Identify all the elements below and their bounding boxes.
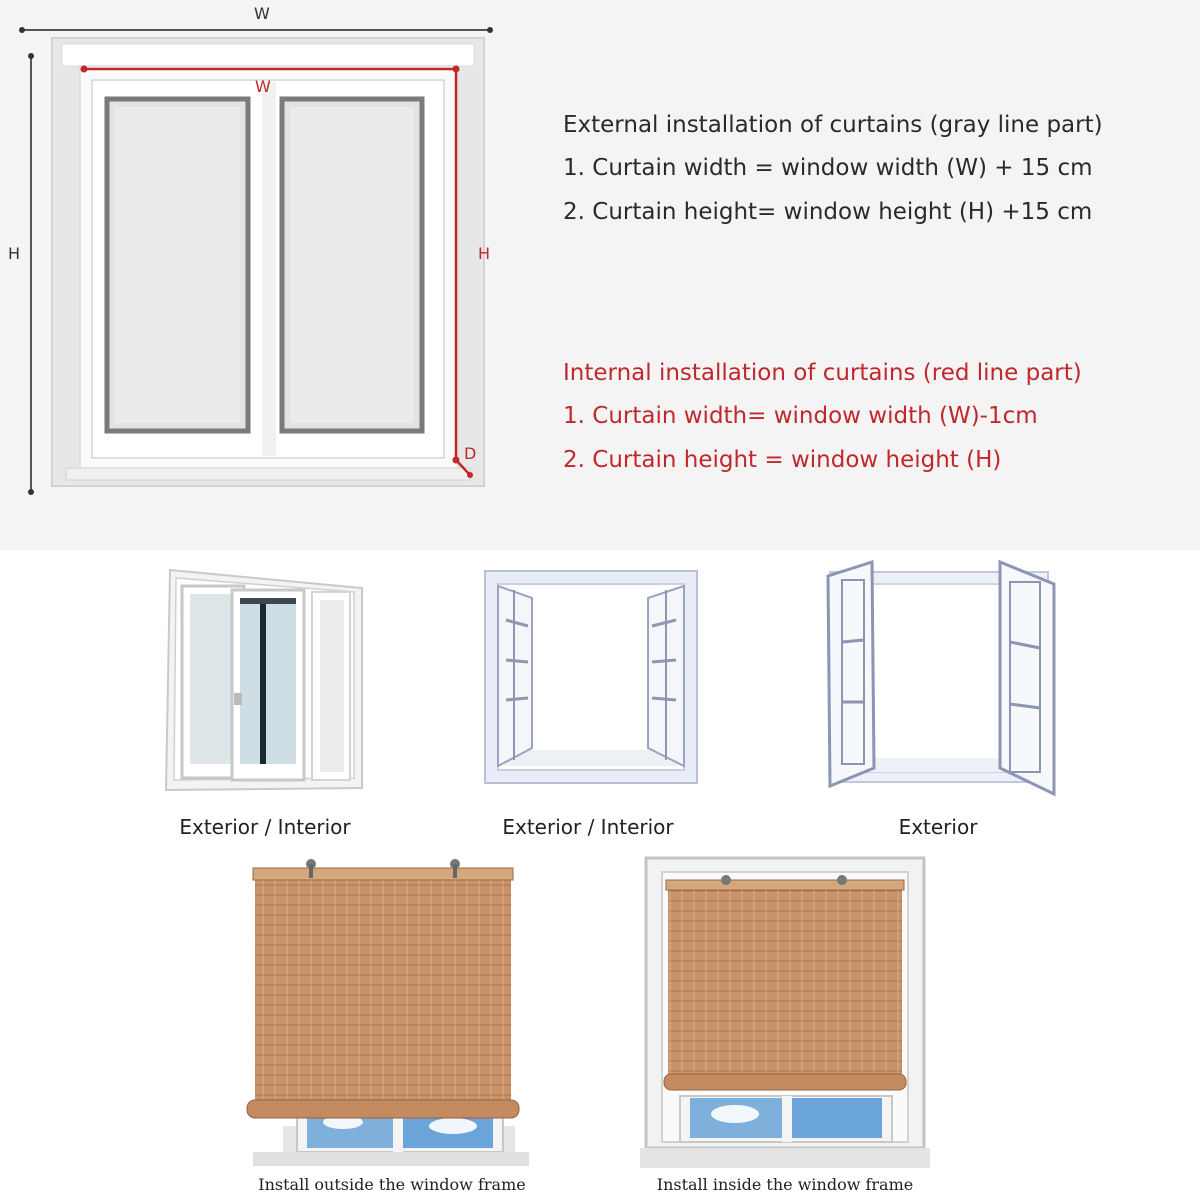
internal-title: Internal installation of curtains (red line part) <box>563 360 1082 386</box>
window-type-label-2: Exterior / Interior <box>502 815 674 839</box>
window-type-label-1: Exterior / Interior <box>179 815 351 839</box>
outer-width-label: W <box>254 4 270 23</box>
sliding-window-icon <box>162 568 362 798</box>
inner-height-label: H <box>478 244 491 263</box>
inside-frame-caption: Install inside the window frame <box>656 1175 914 1194</box>
internal-rule-width: 1. Curtain width= window width (W)-1cm <box>563 403 1038 429</box>
external-rule-width: 1. Curtain width = window width (W) + 15 cm <box>563 155 1093 181</box>
inner-width-label: W <box>255 77 271 96</box>
inside-frame-blind-example <box>640 852 930 1170</box>
external-title: External installation of curtains (gray line part) <box>563 112 1103 138</box>
outside-frame-blind-example <box>233 856 533 1172</box>
window-type-label-3: Exterior <box>898 815 978 839</box>
outer-height-label: H <box>8 244 21 263</box>
depth-label: D <box>464 444 477 463</box>
casement-window-icon <box>484 570 698 784</box>
outside-frame-caption: Install outside the window frame <box>258 1175 526 1194</box>
open-casement-window-icon <box>828 562 1054 794</box>
external-rule-height: 2. Curtain height= window height (H) +15 cm <box>563 199 1093 225</box>
internal-rule-height: 2. Curtain height = window height (H) <box>563 447 1002 473</box>
